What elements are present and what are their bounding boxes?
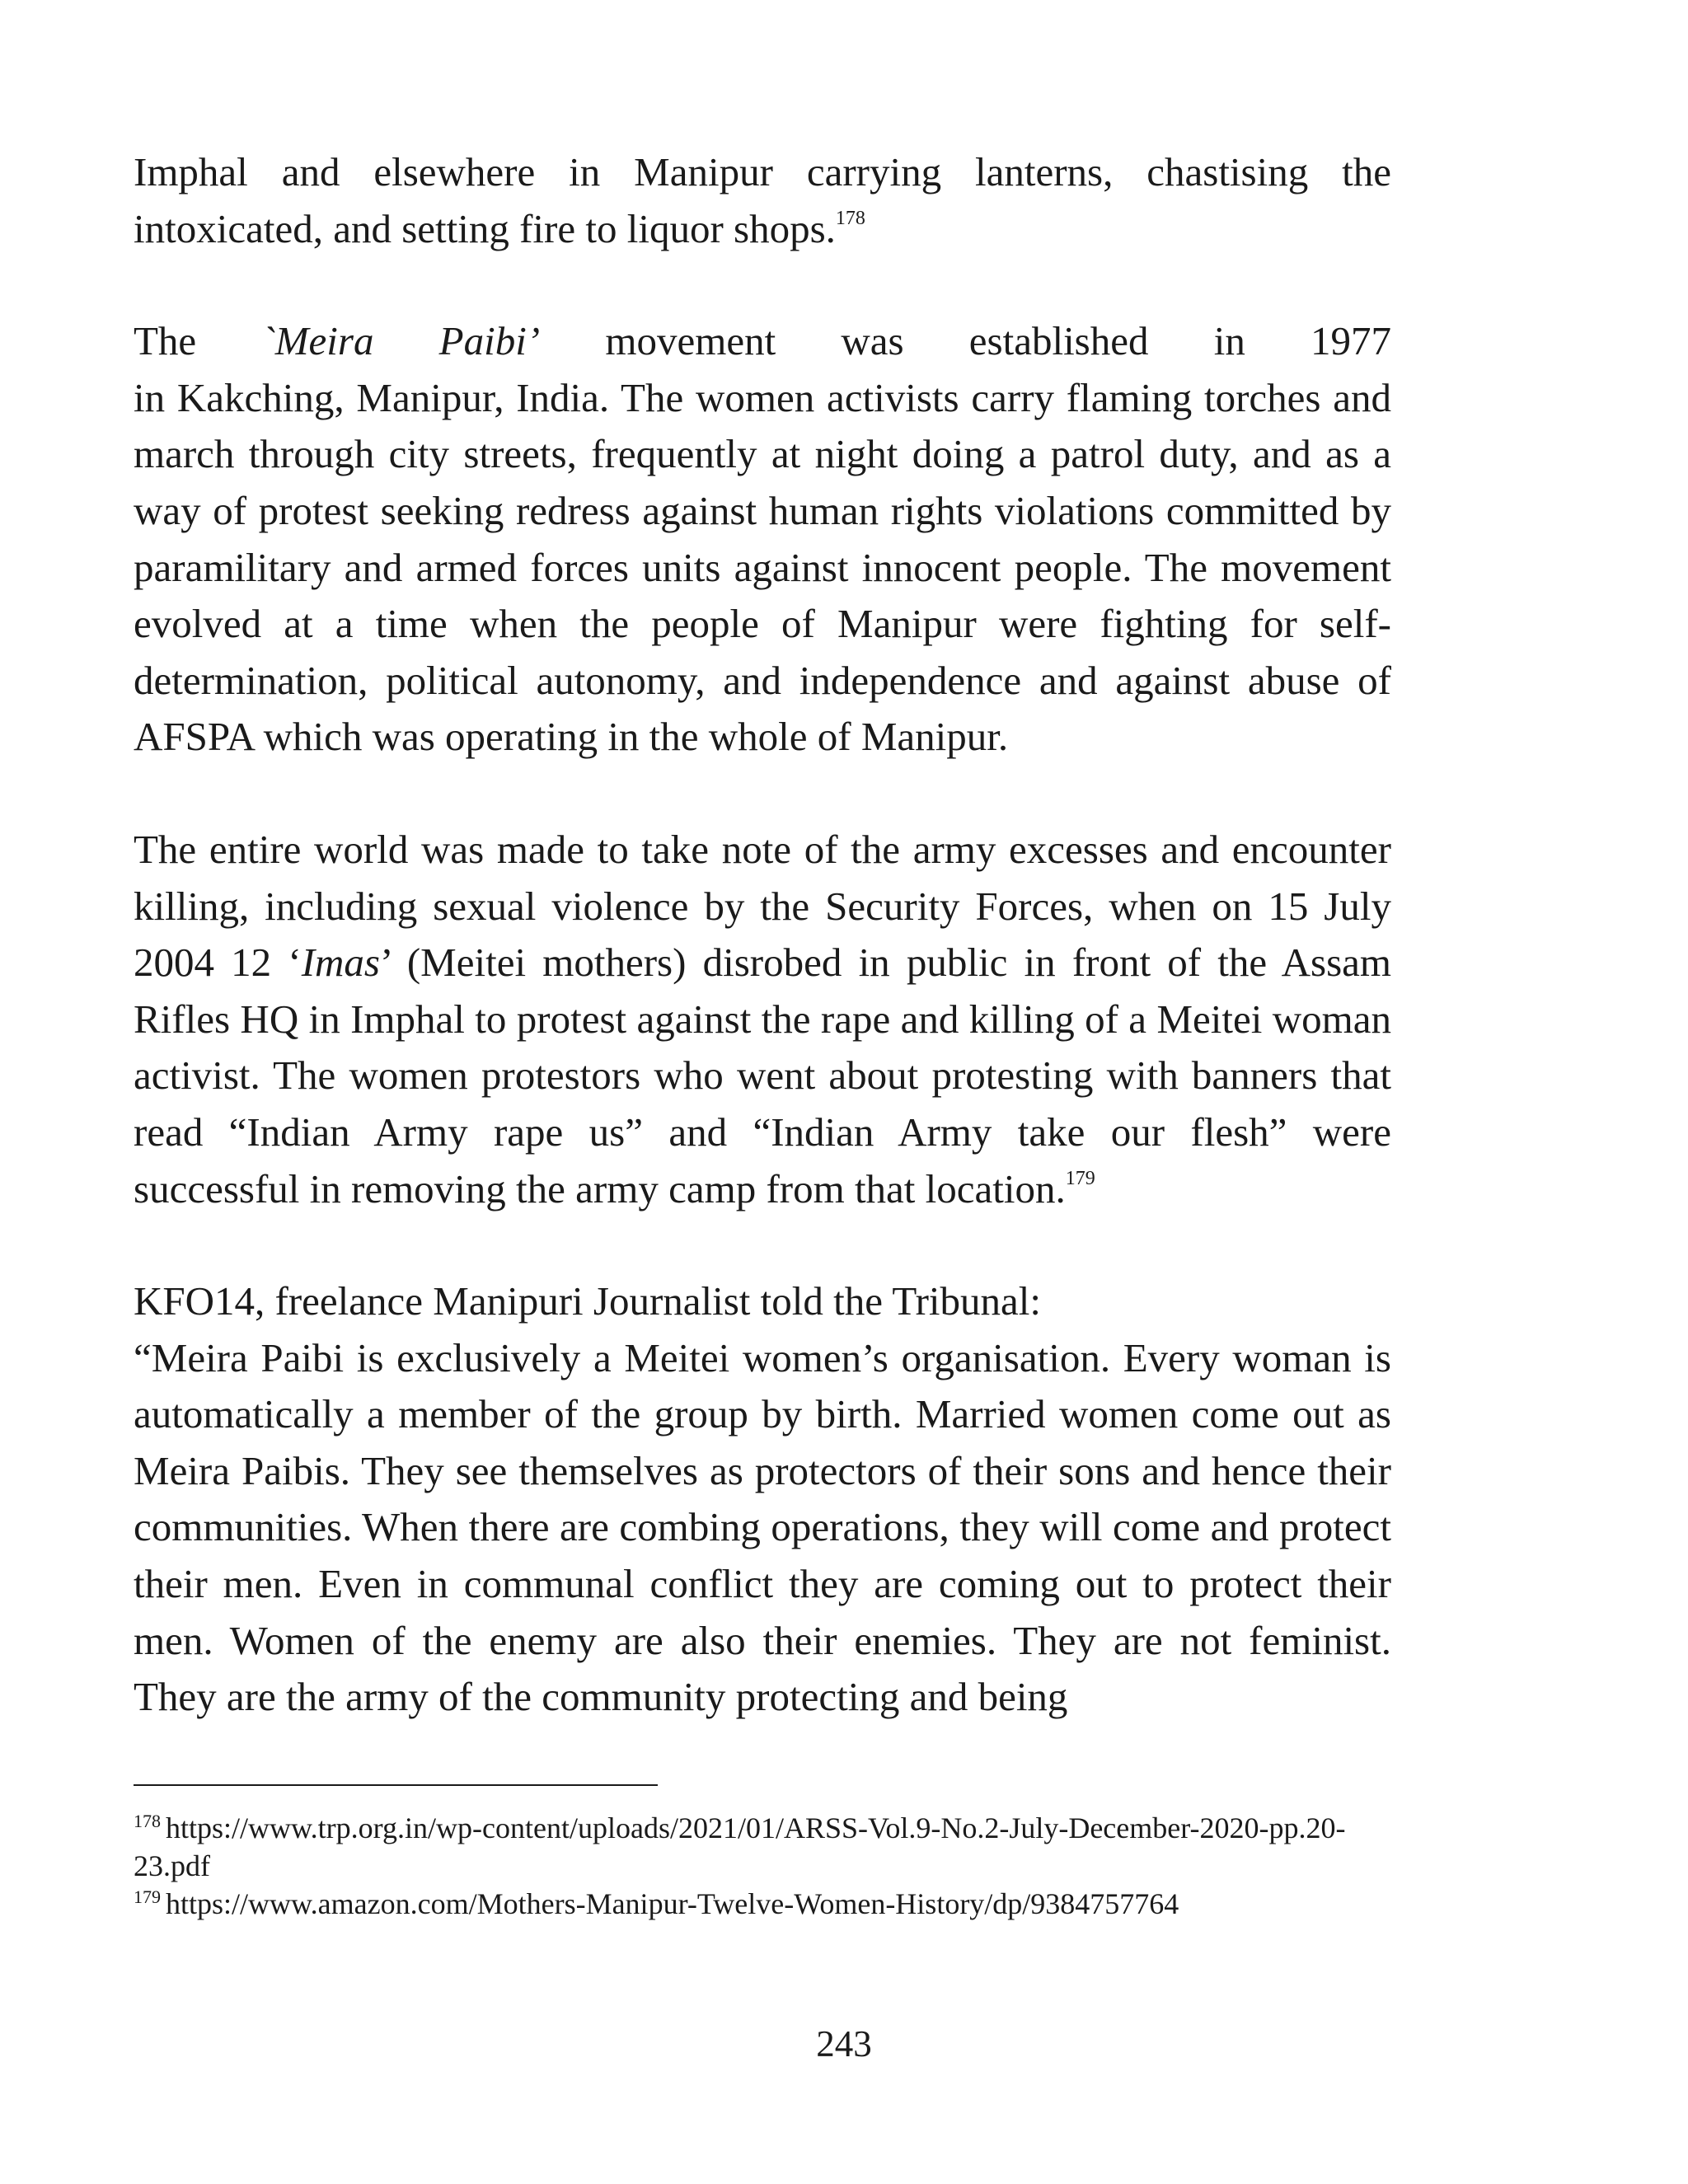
paragraph-intro: [134, 144, 1391, 257]
footnote-link[interactable]: https://www.trp.org.in/wp-content/uploads/2021/01/ARSS-Vol.9-No.2-July-December-2020-pp.20-23.pdf: [134, 1811, 1346, 1882]
paragraph-text: movement was established in 1977: [605, 318, 1392, 364]
italic-term: `Meira Paibi’: [261, 318, 541, 364]
page-number: 243: [816, 2023, 872, 2064]
paragraph-text: The: [134, 318, 197, 364]
footnote-item: [134, 1885, 1391, 1923]
footnote-reference[interactable]: 178: [835, 208, 865, 230]
footnote-number: 179: [134, 1886, 161, 1907]
footnote-link[interactable]: https://www.amazon.com/Mothers-Manipur-Twelve-Women-History/dp/9384757764: [166, 1887, 1179, 1920]
footnote-item: [134, 1809, 1391, 1885]
footnote-separator: [134, 1784, 658, 1786]
paragraph-text: The entire world was made to take note of the army excesses and encounter killing, including sexual violence by the Security Forces, when on 15 July 2004 12 ‘: [134, 826, 1391, 986]
paragraph-first-line: [134, 313, 1391, 370]
paragraph-text: in Kakching, Manipur, India. The women activists carry flaming torches and march through city streets, frequently at night doing a patrol duty, and as a way of protest seeking redress against human rights violations committed by paramilitary and armed forces units against innocent people. The movement evolved at a time when the people of Manipur were fighting for self-determination, political autonomy, and independence and against abuse of AFSPA which was operating in the whole of Manipur.: [134, 374, 1391, 760]
paragraph-text: ’ (Meitei mothers) disrobed in public in front of the Assam Rifles HQ in Imphal to protest against the rape and killing of a Meitei woman activist. The women protestors who went about protesting with banners that read “Indian Army rape us” and “Indian Army take our flesh” were successful in removing the army camp from that location.: [134, 940, 1391, 1212]
paragraph-text: “Meira Paibi is exclusively a Meitei women’s organisation. Every woman is automatically a member of the group by birth. Married women come out as Meira Paibis. They see themselves as protectors of their sons and hence their communities. When there are combing operations, they will come and protect their men. Even in communal conflict they are coming out to protect their men. Women of the enemy are also their enemies. They are not feminist. They are the army of the community protecting and being: [134, 1334, 1391, 1720]
footnote-number: 178: [134, 1811, 161, 1831]
italic-term: Imas: [301, 940, 380, 986]
paragraph-meira-paibi: [134, 313, 1391, 766]
paragraph-text: Imphal and elsewhere in Manipur carrying lanterns, chastising the intoxicated, and setting fire to liquor shops.: [134, 149, 1391, 251]
paragraph-text: KFO14, freelance Manipuri Journalist told the Tribunal:: [134, 1278, 1041, 1324]
paragraph-testimony-intro: [134, 1273, 1391, 1330]
footnote-reference[interactable]: 179: [1065, 1168, 1095, 1190]
paragraph-imas-protest: [134, 822, 1391, 1217]
page-body: [134, 144, 1391, 1726]
paragraph-testimony-quote: [134, 1330, 1391, 1726]
footnotes: [134, 1809, 1391, 1923]
